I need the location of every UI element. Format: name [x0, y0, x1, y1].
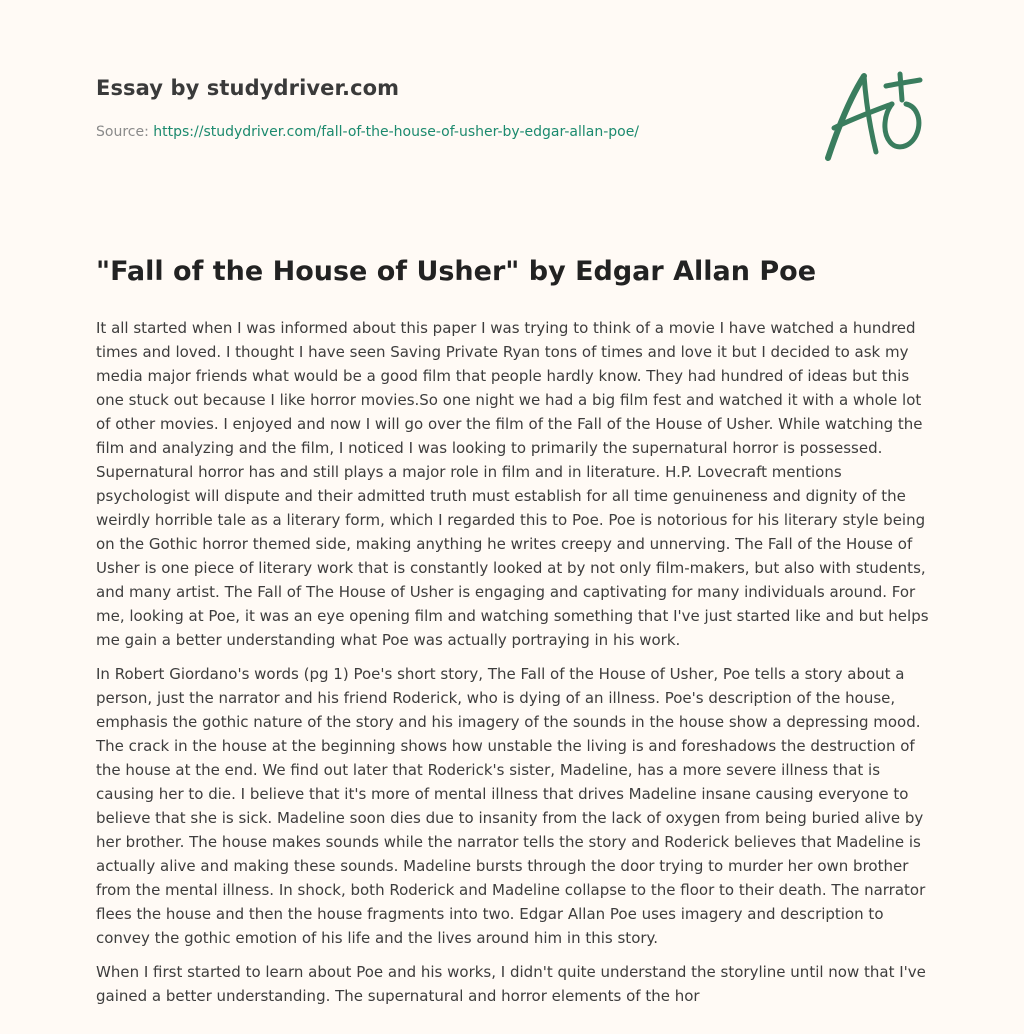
essay-title: "Fall of the House of Usher" by Edgar Allan Poe: [96, 256, 817, 287]
paragraph: When I first started to learn about Poe and his works, I didn't quite understand the storyline until now that I've gained a better understanding. The supernatural and horror elements of the hor: [96, 963, 926, 1005]
a-plus-logo-icon: [820, 66, 932, 166]
paragraph: In Robert Giordano's words (pg 1) Poe's short story, The Fall of the House of Usher, Poe tells a story about a person, just the narrator and his friend Roderick, who is dying of an illness. Poe's description of the house, emphasis the gothic nature of the story and his imagery of the sounds in the house show a depressing mood. The crack in the house at the beginning shows how unstable the living is and foreshadows the destruction of the house at the end. We find out later that Roderick's sister, Madeline, has a more severe illness that is causing her to die. I believe that it's more of mental illness that drives Madeline insane causing everyone to believe that she is sick. Madeline soon dies due to insanity from the lack of oxygen from being buried alive by her brother. The house makes sounds while the narrator tells the story and Roderick believes that Madeline is actually alive and making these sounds. Madeline bursts through the door trying to murder her own brother from the mental illness. In shock, both Roderick and Madeline collapse to the floor to their death. The narrator flees the house and then the house fragments into two. Edgar Allan Poe uses imagery and description to convey the gothic emotion of his life and the lives around him in this story.: [96, 665, 926, 947]
paragraph: It all started when I was informed about this paper I was trying to think of a movie I have watched a hundred times and loved. I thought I have seen Saving Private Ryan tons of times and love it but I decided to ask my media major friends what would be a good film that people hardly know. They had hundred of ideas but this one stuck out because I like horror movies.So one night we had a big film fest and watched it with a whole lot of other movies. I enjoyed and now I will go over the film of the Fall of the House of Usher. While watching the film and analyzing and the film, I noticed I was looking to primarily the supernatural horror is possessed. Supernatural horror has and still plays a major role in film and in literature. H.P. Lovecraft mentions psychologist will dispute and their admitted truth must establish for all time genuineness and dignity of the weirdly horrible tale as a literary form, which I regarded this to Poe. Poe is notorious for his literary style being on the Gothic horror themed side, making anything he writes creepy and unnerving. The Fall of the House of Usher is one piece of literary work that is constantly looked at by not only film-makers, but also with students, and many artist. The Fall of The House of Usher is engaging and captivating for many individuals around. For me, looking at Poe, it was an eye opening film and watching something that I've just started like and but helps me gain a better understanding what Poe was actually portraying in his work.: [96, 319, 929, 649]
source-line: [96, 124, 639, 140]
source-link[interactable]: https://studydriver.com/fall-of-the-house-of-usher-by-edgar-allan-poe/: [153, 124, 640, 140]
site-brand: Essay by studydriver.com: [96, 76, 400, 100]
essay-body: [96, 316, 936, 1018]
source-label: Source:: [96, 124, 154, 140]
